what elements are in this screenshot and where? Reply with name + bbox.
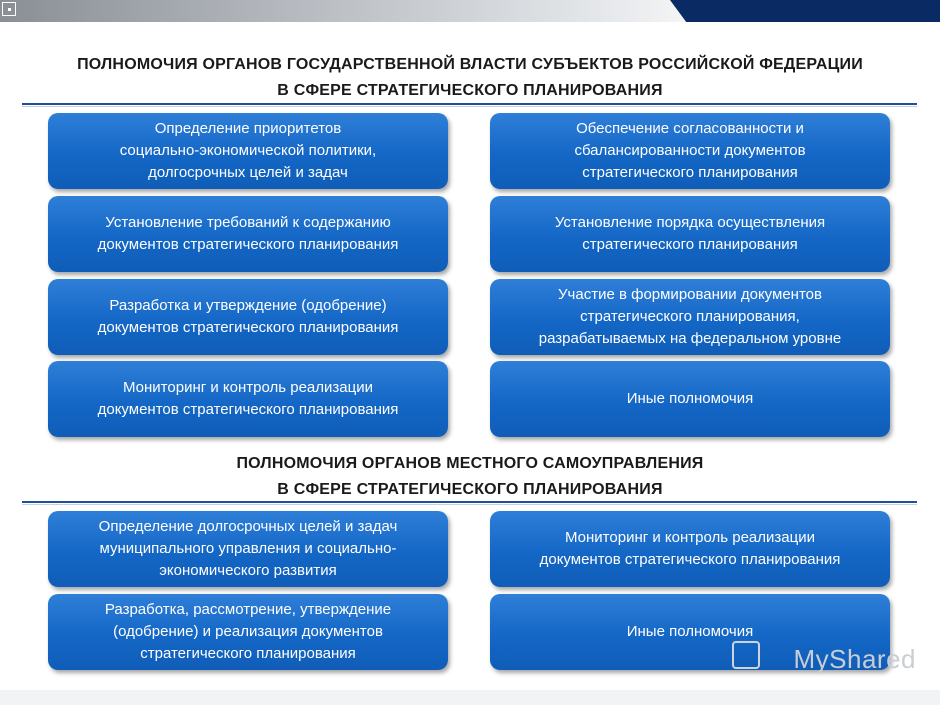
- section2-title-line2: В СФЕРЕ СТРАТЕГИЧЕСКОГО ПЛАНИРОВАНИЯ: [277, 481, 663, 498]
- local-gov-box-other: Иные полномочия: [490, 594, 890, 670]
- section2-divider: [22, 501, 917, 503]
- state-power-box-participation: Участие в формировании документов стратегического планирования, разрабатываемых на федеральном уровне: [490, 279, 890, 355]
- state-power-box-consistency: Обеспечение согласованности и сбалансированности документов стратегического планирования: [490, 113, 890, 189]
- watermark-logo-icon: [732, 641, 760, 669]
- state-power-box-other: Иные полномочия: [490, 361, 890, 437]
- local-gov-box-monitoring: Мониторинг и контроль реализации документов стратегического планирования: [490, 511, 890, 587]
- state-power-box-priorities: Определение приоритетов социально-экономической политики, долгосрочных целей и задач: [48, 113, 448, 189]
- bottom-strip: [0, 690, 940, 705]
- state-power-box-procedure: Установление порядка осуществления стратегического планирования: [490, 196, 890, 272]
- section2-title-line1: ПОЛНОМОЧИЯ ОРГАНОВ МЕСТНОГО САМОУПРАВЛЕНИЯ: [236, 455, 704, 472]
- watermark-text: MyShared: [793, 644, 916, 674]
- state-power-box-monitoring: Мониторинг и контроль реализации документов стратегического планирования: [48, 361, 448, 437]
- local-gov-box-development: Разработка, рассмотрение, утверждение (одобрение) и реализация документов стратегического планирования: [48, 594, 448, 670]
- section1-title-line2: В СФЕРЕ СТРАТЕГИЧЕСКОГО ПЛАНИРОВАНИЯ: [277, 82, 663, 99]
- top-banner-accent: [670, 0, 940, 22]
- slide-marker-icon: [2, 2, 16, 16]
- state-power-box-development: Разработка и утверждение (одобрение) документов стратегического планирования: [48, 279, 448, 355]
- local-gov-box-goals: Определение долгосрочных целей и задач муниципального управления и социально- экономического развития: [48, 511, 448, 587]
- section1-divider: [22, 103, 917, 105]
- state-power-box-requirements: Установление требований к содержанию документов стратегического планирования: [48, 196, 448, 272]
- section1-title-line1: ПОЛНОМОЧИЯ ОРГАНОВ ГОСУДАРСТВЕННОЙ ВЛАСТИ СУБЪЕКТОВ РОССИЙСКОЙ ФЕДЕРАЦИИ: [77, 56, 863, 73]
